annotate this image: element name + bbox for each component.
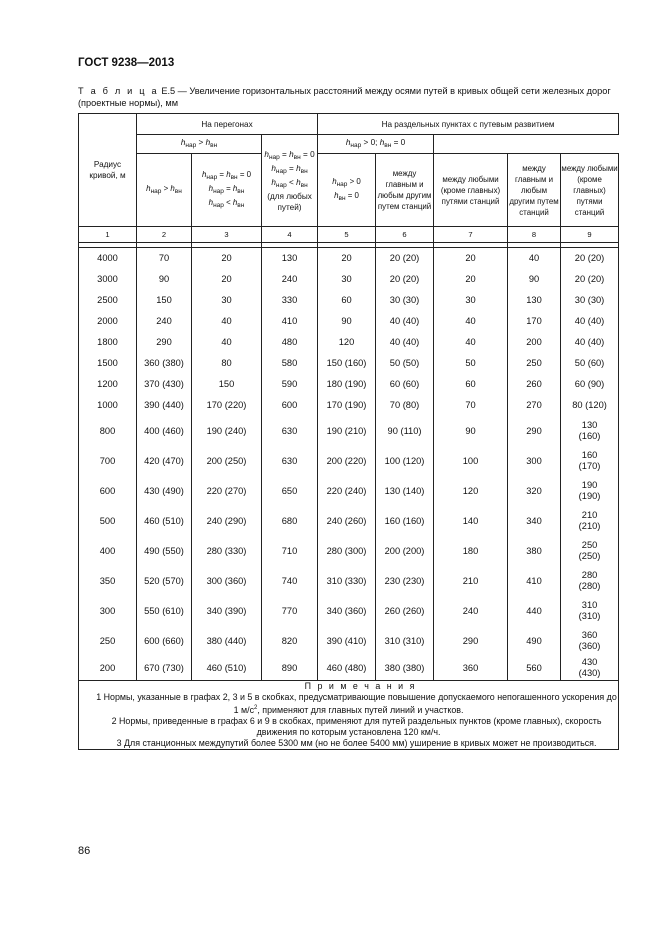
- value-cell: 360: [434, 656, 508, 681]
- value-cell: 300 (360): [192, 566, 262, 596]
- value-cell: 550 (610): [137, 596, 192, 626]
- value-cell: 280 (330): [192, 536, 262, 566]
- value-cell: 890: [262, 656, 318, 681]
- value-cell: 120: [318, 332, 376, 353]
- value-cell: 400 (460): [137, 416, 192, 446]
- value-cell: 680: [262, 506, 318, 536]
- value-cell: 90: [508, 269, 561, 290]
- value-cell: 220 (270): [192, 476, 262, 506]
- value-cell: 290: [137, 332, 192, 353]
- clearance-table: [78, 113, 619, 750]
- value-cell: 240: [434, 596, 508, 626]
- value-cell: 60 (90): [561, 374, 619, 395]
- document-header: ГОСТ 9238—2013: [78, 57, 175, 69]
- value-cell: 440: [508, 596, 561, 626]
- value-cell: 310 (310): [561, 596, 619, 626]
- value-cell: 290: [508, 416, 561, 446]
- value-cell: 210: [434, 566, 508, 596]
- value-cell: 390 (440): [137, 395, 192, 416]
- value-cell: 70 (80): [376, 395, 434, 416]
- value-cell: 300: [508, 446, 561, 476]
- radius-cell: 500: [79, 506, 137, 536]
- radius-cell: 400: [79, 536, 137, 566]
- value-cell: 360 (380): [137, 353, 192, 374]
- value-cell: 600 (660): [137, 626, 192, 656]
- col2-header: $h_{нар} > h_{вн}$: [137, 154, 192, 227]
- radius-cell: 600: [79, 476, 137, 506]
- value-cell: 60: [318, 290, 376, 311]
- value-cell: 30: [318, 269, 376, 290]
- value-cell: 490: [508, 626, 561, 656]
- col-number: 7: [434, 227, 508, 243]
- value-cell: 150: [137, 290, 192, 311]
- radius-cell: 800: [79, 416, 137, 446]
- radius-cell: 1200: [79, 374, 137, 395]
- value-cell: 90: [434, 416, 508, 446]
- table-row: [79, 596, 619, 626]
- table-row: [79, 566, 619, 596]
- value-cell: 270: [508, 395, 561, 416]
- col4-header: $h_{нар} > 0$ $h_{вн} = 0$: [318, 154, 376, 227]
- notes-title: П р и м е ч а н и я: [304, 681, 417, 691]
- caption-text: Е.5 — Увеличение горизонтальных расстояний между осями путей в кривых общей сети железных дорог (проектные нормы), мм: [78, 86, 611, 108]
- col-number: 9: [561, 227, 619, 243]
- value-cell: 50: [434, 353, 508, 374]
- cond-hnar-gt-hvn-stations: $h_{нар} > h_{вн}$: [137, 135, 262, 154]
- radius-cell: 2000: [79, 311, 137, 332]
- value-cell: 200 (220): [318, 446, 376, 476]
- value-cell: 160 (160): [376, 506, 434, 536]
- table-row: [79, 656, 619, 681]
- value-cell: 20: [434, 269, 508, 290]
- value-cell: 630: [262, 416, 318, 446]
- value-cell: 740: [262, 566, 318, 596]
- value-cell: 20: [434, 248, 508, 270]
- radius-cell: 3000: [79, 269, 137, 290]
- value-cell: 40 (40): [561, 311, 619, 332]
- note-1: 1 Нормы, указанные в графах 2, 3 и 5 в скобках, предусматривающие повышение допускаемого непогашенного ускорения до 1 $м/с^2$, применяют для главных путей линий и участков.: [96, 692, 617, 715]
- table-row: [79, 506, 619, 536]
- radius-cell: 4000: [79, 248, 137, 270]
- page-number: 86: [78, 845, 91, 857]
- value-cell: 80: [192, 353, 262, 374]
- value-cell: 380 (380): [376, 656, 434, 681]
- caption-prefix: Т а б л и ц а: [78, 86, 159, 96]
- value-cell: 410: [262, 311, 318, 332]
- value-cell: 600: [262, 395, 318, 416]
- value-cell: 60 (60): [376, 374, 434, 395]
- value-cell: 340 (360): [318, 596, 376, 626]
- value-cell: 170 (190): [318, 395, 376, 416]
- value-cell: 190 (210): [318, 416, 376, 446]
- radius-cell: 2500: [79, 290, 137, 311]
- value-cell: 770: [262, 596, 318, 626]
- radius-cell: 1800: [79, 332, 137, 353]
- value-cell: 70: [137, 248, 192, 270]
- radius-cell: 300: [79, 596, 137, 626]
- value-cell: 70: [434, 395, 508, 416]
- radius-header: Радиус кривой, м: [79, 114, 137, 227]
- value-cell: 490 (550): [137, 536, 192, 566]
- value-cell: 20 (20): [561, 269, 619, 290]
- table-row: [79, 395, 619, 416]
- col-number: 4: [262, 227, 318, 243]
- table-row: [79, 290, 619, 311]
- table-row: [79, 353, 619, 374]
- value-cell: 120: [434, 476, 508, 506]
- radius-cell: 350: [79, 566, 137, 596]
- table-row: [79, 416, 619, 446]
- value-cell: 180: [434, 536, 508, 566]
- value-cell: 100: [434, 446, 508, 476]
- table-row: [79, 626, 619, 656]
- value-cell: 30 (30): [376, 290, 434, 311]
- value-cell: 280 (280): [561, 566, 619, 596]
- value-cell: 40: [434, 332, 508, 353]
- value-cell: 590: [262, 374, 318, 395]
- value-cell: 380 (440): [192, 626, 262, 656]
- note-3: 3 Для станционных междупутий более 5300 мм (но не более 5400 мм) уширение в кривых может не производиться.: [116, 737, 597, 748]
- value-cell: 250 (250): [561, 536, 619, 566]
- value-cell: 40: [434, 311, 508, 332]
- table-caption: [78, 85, 618, 109]
- col-number: 6: [376, 227, 434, 243]
- col8-header: между главным и любым другим путем станций: [508, 154, 561, 227]
- radius-cell: 1500: [79, 353, 137, 374]
- table-row: [79, 374, 619, 395]
- table-row: [79, 536, 619, 566]
- value-cell: 130 (140): [376, 476, 434, 506]
- value-cell: 290: [434, 626, 508, 656]
- value-cell: 20: [318, 248, 376, 270]
- col3-header: $h_{нар} = h_{вн} = 0$ $h_{нар} = h_{вн}$ $h_{нар} < h_{вн}$: [192, 154, 262, 227]
- value-cell: 460 (510): [137, 506, 192, 536]
- value-cell: 190 (240): [192, 416, 262, 446]
- value-cell: 480: [262, 332, 318, 353]
- note-2: 2 Нормы, приведенные в графах 6 и 9 в скобках, применяют для путей раздельных пунктов (кроме главных), скорость движения по которым установлена 120 км/ч.: [111, 715, 602, 737]
- value-cell: 40: [192, 311, 262, 332]
- value-cell: 140: [434, 506, 508, 536]
- group-header-stations: На раздельных пунктах с путевым развитием: [318, 114, 619, 135]
- value-cell: 40: [508, 248, 561, 270]
- value-cell: 30: [434, 290, 508, 311]
- value-cell: 420 (470): [137, 446, 192, 476]
- table-row: [79, 476, 619, 506]
- value-cell: 160 (170): [561, 446, 619, 476]
- value-cell: 380: [508, 536, 561, 566]
- value-cell: 430 (430): [561, 656, 619, 681]
- value-cell: 280 (300): [318, 536, 376, 566]
- radius-cell: 700: [79, 446, 137, 476]
- col9-header: между любыми (кроме главных) путями станций: [561, 154, 619, 227]
- value-cell: 170 (220): [192, 395, 262, 416]
- value-cell: 310 (310): [376, 626, 434, 656]
- radius-cell: 250: [79, 626, 137, 656]
- value-cell: 260: [508, 374, 561, 395]
- value-cell: 40: [192, 332, 262, 353]
- value-cell: 180 (190): [318, 374, 376, 395]
- value-cell: 20 (20): [376, 248, 434, 270]
- value-cell: 220 (240): [318, 476, 376, 506]
- value-cell: 820: [262, 626, 318, 656]
- value-cell: 230 (230): [376, 566, 434, 596]
- table-row: [79, 269, 619, 290]
- value-cell: 650: [262, 476, 318, 506]
- col7-header: $h_{нар} = h_{вн} = 0$ $h_{нар} = h_{вн}$ $h_{нар} < h_{вн}$ (для любых путей): [262, 135, 318, 227]
- value-cell: 710: [262, 536, 318, 566]
- col5-header: между главным и любым другим путем станций: [376, 154, 434, 227]
- value-cell: 200 (250): [192, 446, 262, 476]
- value-cell: 90 (110): [376, 416, 434, 446]
- value-cell: 50 (50): [376, 353, 434, 374]
- col-number: 5: [318, 227, 376, 243]
- value-cell: 320: [508, 476, 561, 506]
- value-cell: 40 (40): [376, 332, 434, 353]
- value-cell: 430 (490): [137, 476, 192, 506]
- value-cell: 20: [192, 269, 262, 290]
- col6-header: между любыми (кроме главных) путями станций: [434, 154, 508, 227]
- value-cell: 330: [262, 290, 318, 311]
- value-cell: 100 (120): [376, 446, 434, 476]
- column-numbers-row: [79, 227, 619, 243]
- value-cell: 30 (30): [561, 290, 619, 311]
- value-cell: 40 (40): [376, 311, 434, 332]
- value-cell: 410: [508, 566, 561, 596]
- value-cell: 130 (160): [561, 416, 619, 446]
- value-cell: 90: [137, 269, 192, 290]
- value-cell: 90: [318, 311, 376, 332]
- value-cell: 240 (260): [318, 506, 376, 536]
- col-number: 3: [192, 227, 262, 243]
- cond-hnar-gt0-hvn-eq0: $h_{нар} > 0$; $h_{вн} = 0$: [318, 135, 434, 154]
- value-cell: 340: [508, 506, 561, 536]
- value-cell: 20: [192, 248, 262, 270]
- value-cell: 60: [434, 374, 508, 395]
- value-cell: 460 (480): [318, 656, 376, 681]
- table-row: [79, 332, 619, 353]
- value-cell: 20 (20): [561, 248, 619, 270]
- value-cell: 200 (200): [376, 536, 434, 566]
- value-cell: 210 (210): [561, 506, 619, 536]
- table-row: [79, 248, 619, 270]
- value-cell: 40 (40): [561, 332, 619, 353]
- value-cell: 310 (330): [318, 566, 376, 596]
- value-cell: 200: [508, 332, 561, 353]
- value-cell: 50 (60): [561, 353, 619, 374]
- value-cell: 340 (390): [192, 596, 262, 626]
- table-row: [79, 446, 619, 476]
- value-cell: 670 (730): [137, 656, 192, 681]
- value-cell: 20 (20): [376, 269, 434, 290]
- value-cell: 130: [508, 290, 561, 311]
- value-cell: 170: [508, 311, 561, 332]
- value-cell: 30: [192, 290, 262, 311]
- value-cell: 240 (290): [192, 506, 262, 536]
- value-cell: 260 (260): [376, 596, 434, 626]
- col-number: 2: [137, 227, 192, 243]
- value-cell: 520 (570): [137, 566, 192, 596]
- value-cell: 190 (190): [561, 476, 619, 506]
- col-number: 8: [508, 227, 561, 243]
- notes-block: [79, 681, 619, 750]
- value-cell: 250: [508, 353, 561, 374]
- value-cell: 560: [508, 656, 561, 681]
- table-row: [79, 311, 619, 332]
- value-cell: 240: [137, 311, 192, 332]
- value-cell: 150: [192, 374, 262, 395]
- value-cell: 240: [262, 269, 318, 290]
- group-header-stretches: На перегонах: [137, 114, 318, 135]
- value-cell: 80 (120): [561, 395, 619, 416]
- value-cell: 370 (430): [137, 374, 192, 395]
- radius-cell: 200: [79, 656, 137, 681]
- value-cell: 580: [262, 353, 318, 374]
- col-number: 1: [79, 227, 137, 243]
- radius-cell: 1000: [79, 395, 137, 416]
- value-cell: 460 (510): [192, 656, 262, 681]
- value-cell: 150 (160): [318, 353, 376, 374]
- value-cell: 630: [262, 446, 318, 476]
- value-cell: 360 (360): [561, 626, 619, 656]
- table-body: [79, 248, 619, 681]
- value-cell: 130: [262, 248, 318, 270]
- value-cell: 390 (410): [318, 626, 376, 656]
